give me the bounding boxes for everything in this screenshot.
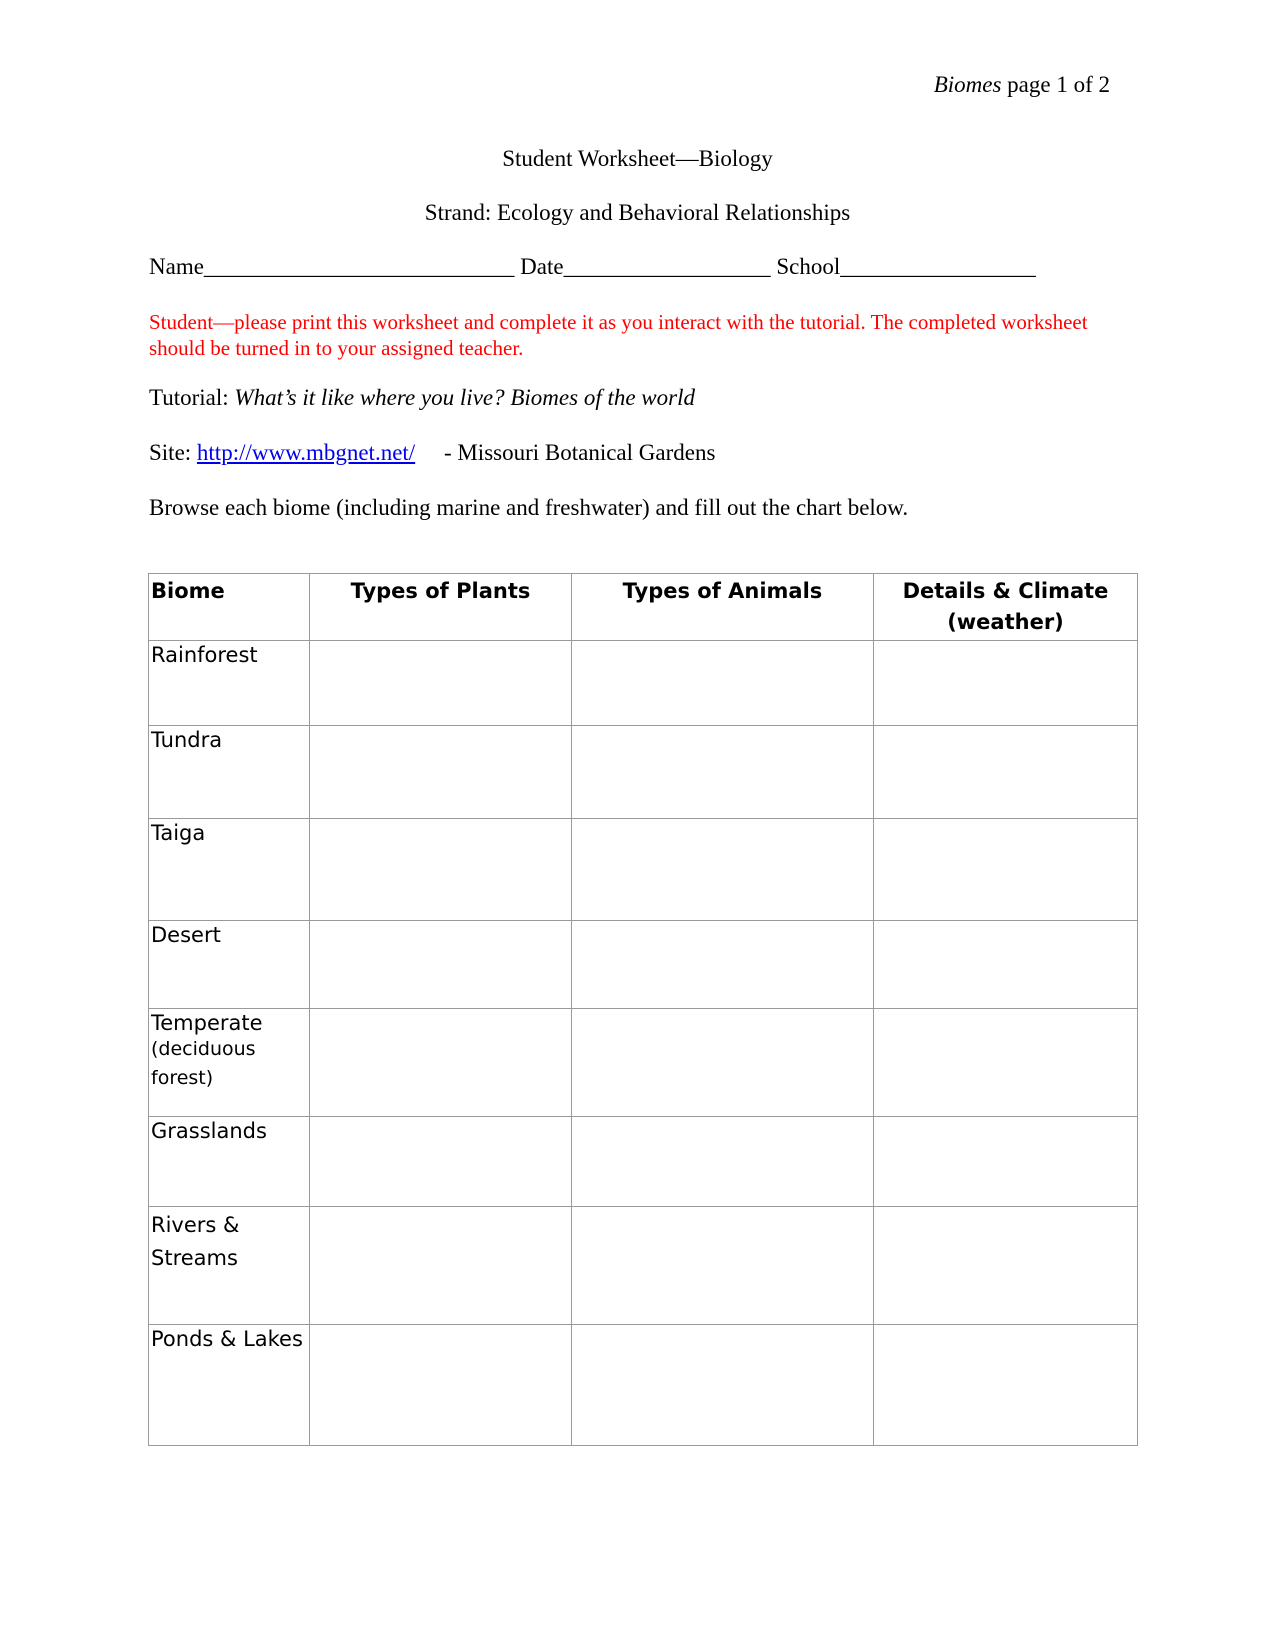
site-line <box>149 440 715 466</box>
tutorial-title: What’s it like where you live? Biomes of the world <box>234 385 695 410</box>
animals-cell[interactable] <box>572 641 874 726</box>
site-link[interactable]: http://www.mbgnet.net/ <box>196 440 416 465</box>
page-header <box>934 72 1110 98</box>
animals-cell[interactable] <box>572 1207 874 1325</box>
table-row <box>149 726 1138 819</box>
header-animals: Types of Animals <box>572 574 874 641</box>
animals-cell[interactable] <box>572 1009 874 1117</box>
table-row <box>149 1009 1138 1117</box>
header-climate: Details & Climate (weather) <box>874 574 1138 641</box>
name-label: Name <box>149 254 204 279</box>
animals-cell[interactable] <box>572 1117 874 1207</box>
name-field[interactable]: ___________________________ <box>203 254 515 279</box>
header-biome: Biome <box>149 574 310 641</box>
table-row <box>149 641 1138 726</box>
plants-cell[interactable] <box>310 641 572 726</box>
biome-name: Taiga <box>149 819 310 921</box>
date-field[interactable]: __________________ <box>563 254 771 279</box>
plants-cell[interactable] <box>310 726 572 819</box>
school-label: School <box>770 254 841 279</box>
climate-cell[interactable] <box>874 1009 1138 1117</box>
plants-cell[interactable] <box>310 1117 572 1207</box>
student-fields <box>149 254 1036 280</box>
table-header-row <box>149 574 1138 641</box>
plants-cell[interactable] <box>310 921 572 1009</box>
plants-cell[interactable] <box>310 819 572 921</box>
header-plants: Types of Plants <box>310 574 572 641</box>
climate-cell[interactable] <box>874 641 1138 726</box>
biome-name: Grasslands <box>149 1117 310 1207</box>
biome-name-cell <box>149 1009 310 1117</box>
animals-cell[interactable] <box>572 921 874 1009</box>
climate-cell[interactable] <box>874 819 1138 921</box>
biome-name: Tundra <box>149 726 310 819</box>
table-row <box>149 921 1138 1009</box>
worksheet-title: Student Worksheet—Biology <box>502 146 773 171</box>
biome-name: Rivers & Streams <box>149 1207 310 1325</box>
climate-cell[interactable] <box>874 1207 1138 1325</box>
biome-subname: (deciduous forest) <box>151 1038 256 1089</box>
plants-cell[interactable] <box>310 1009 572 1117</box>
table-row <box>149 1207 1138 1325</box>
climate-cell[interactable] <box>874 921 1138 1009</box>
plants-cell[interactable] <box>310 1325 572 1446</box>
animals-cell[interactable] <box>572 819 874 921</box>
climate-cell[interactable] <box>874 726 1138 819</box>
climate-cell[interactable] <box>874 1117 1138 1207</box>
table-row <box>149 1325 1138 1446</box>
table-row <box>149 1117 1138 1207</box>
climate-cell[interactable] <box>874 1325 1138 1446</box>
tutorial-line <box>149 385 695 411</box>
biome-chart <box>148 573 1138 1446</box>
tutorial-label: Tutorial: <box>149 385 235 410</box>
site-suffix: - Missouri Botanical Gardens <box>415 440 716 465</box>
animals-cell[interactable] <box>572 726 874 819</box>
animals-cell[interactable] <box>572 1325 874 1446</box>
table-row <box>149 819 1138 921</box>
date-label: Date <box>514 254 564 279</box>
header-page-number: page 1 of 2 <box>1001 72 1110 97</box>
school-field[interactable]: _________________ <box>840 254 1036 279</box>
strand-line: Strand: Ecology and Behavioral Relationships <box>424 200 851 225</box>
plants-cell[interactable] <box>310 1207 572 1325</box>
browse-instruction: Browse each biome (including marine and freshwater) and fill out the chart below. <box>149 495 909 520</box>
instructions-text: Student—please print this worksheet and complete it as you interact with the tutorial. The completed worksheet should be turned in to your assigned teacher. <box>149 310 1088 360</box>
biome-name: Rainforest <box>149 641 310 726</box>
site-label: Site: <box>149 440 197 465</box>
biome-name: Desert <box>149 921 310 1009</box>
biome-name: Ponds & Lakes <box>149 1325 310 1446</box>
biome-name: Temperate <box>151 1011 263 1035</box>
header-biomes: Biomes <box>933 72 1002 97</box>
